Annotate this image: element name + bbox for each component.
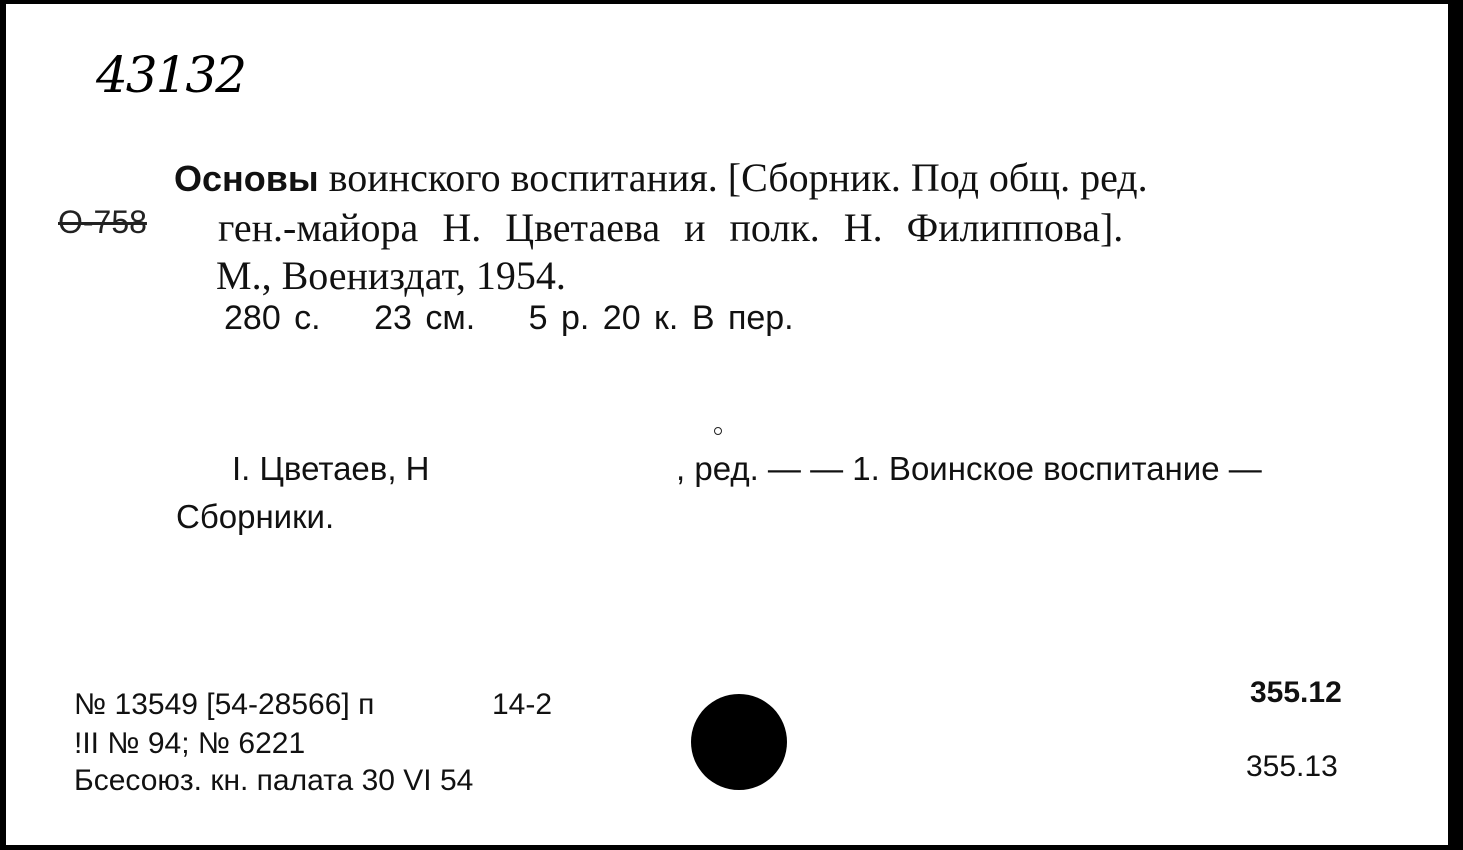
udc-code-2: 355.13	[1246, 750, 1338, 783]
bib-line-3: Бсесоюз. кн. палата 30 VI 54	[74, 764, 474, 797]
tracing-part-2: , ред. — — 1. Воинское воспитание —	[676, 450, 1262, 487]
tracing-part-1: I. Цветаев, Н	[232, 450, 430, 487]
tracing-part-3: Сборники.	[176, 498, 335, 535]
bib-line-1-code: 14-2	[492, 688, 553, 721]
bib-line-1-text: № 13549 [54-28566] п	[74, 688, 375, 721]
collation-line	[224, 299, 834, 338]
udc-code-1: 355.12	[1250, 676, 1342, 709]
title-line-1	[174, 154, 1148, 201]
collation-price: 5 р. 20 к. В пер.	[528, 299, 794, 337]
bib-line-1	[74, 688, 553, 722]
handwritten-accession-number: 43132	[96, 46, 246, 104]
catalog-card	[6, 4, 1448, 845]
title-heading-word: Основы	[174, 158, 319, 199]
title-line-1-rest: воинского воспитания. [Сборник. Под общ. ред.	[328, 155, 1148, 200]
collation-pages: 280 с.	[224, 299, 321, 337]
shelf-mark: О-758	[58, 204, 147, 240]
bib-line-2: !II № 94; № 6221	[74, 727, 306, 760]
collation-size: 23 см.	[374, 299, 476, 337]
title-line-2: ген.-майора Н. Цветаева и полк. Н. Филиппова].	[218, 205, 1124, 250]
punch-hole	[691, 694, 787, 790]
small-circle-mark	[714, 427, 722, 435]
imprint-line: М., Воениздат, 1954.	[216, 253, 566, 298]
